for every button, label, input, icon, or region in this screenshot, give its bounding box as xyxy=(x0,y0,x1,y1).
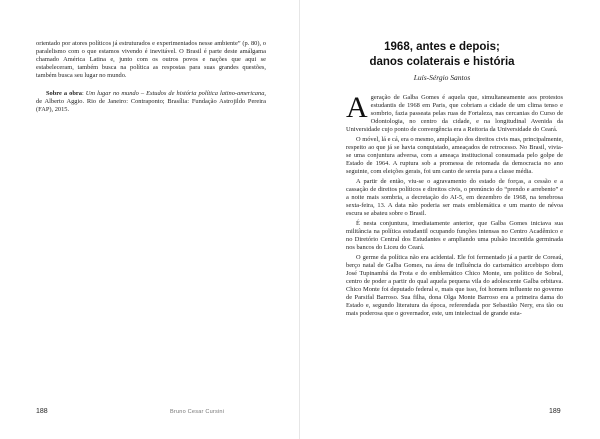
running-head: Bruno Cesar Cursini xyxy=(170,409,225,415)
title-line-1: 1968, antes e depois; xyxy=(384,41,500,53)
paragraph-4: É nesta conjuntura, imediatamente anterior, que Galba Gomes iniciava sua militância na política estudantil ocupando funções intensas no Centro Acadêmico e no Diretório Central dos Estudantes e ampliando uma pulsão incontida germinada nos bancos do Liceu do Ceará. xyxy=(346,220,563,251)
reference-label: Sobre a obra xyxy=(46,90,82,97)
article-author: Luís-Sérgio Santos xyxy=(413,73,471,82)
book-reference: Sobre a obra: Um lugar no mundo – Estudos de história política latino-americana, de Alberto Aggio. Rio de Janeiro: Contraponto; Brasília: Fundação Astrojildo Pereira (FAP), 2015. xyxy=(36,90,267,113)
article-title xyxy=(326,40,558,69)
title-line-2: danos colaterais e história xyxy=(369,55,515,68)
reference-title: Um lugar no mundo – Estudos de história política latino-americana xyxy=(85,90,265,97)
paragraph-5: O germe da política não era acidental. Ele foi fermentado já a partir de Coreaú, berço natal de Galba Gomes, na área de influência do carismático arcebispo dom José Tupinambá da Frota e do emblemático Chico Monte, um político de Sobral, centro de poder a partir do qual aquela pequena vila do adolescente Galba orbitava. Chico Monte foi deputado federal e, mais que isso, foi homem influente no governo de Parsifal Barroso. Sua filha, dona Olga Monte Barroso era a primeira dama do Estado e, segundo literatura da época, referendada por Sebastião Nery, era tão ou mais poderosa que o governador, este, um intelectual de grande esta- xyxy=(346,254,563,317)
paragraph-3: A partir de então, viu-se o agravamento do estado de forças, a cessão e a cassação de direitos políticos e direitos civis, o prenúncio do “prendo e arrebento” e a noite mais sombria, a decretação do AI-5, em dezembro de 1968, na tenebrosa sexta-feira, 13. A data não poderia ser mais emblemática e um manto de névoa escura se abateu sobre o Brasil. xyxy=(346,178,563,217)
paragraph-1 xyxy=(346,91,563,134)
drop-cap: A xyxy=(346,91,368,124)
reference-details: , de Alberto Aggio. Rio de Janeiro: Contraponto; Brasília: Fundação Astrojildo Pereira (FAP), 2015. xyxy=(36,90,267,113)
right-page-body xyxy=(346,91,563,320)
paragraph-2: O móvel, lá e cá, era o mesmo, ampliação dos direitos civis mas, principalmente, respeito ao que já se havia conquistado, ameaçados de retrocesso. No Brasil, vivia-se uma conjuntura adversa, com a ameaça institucional consumada pelo golpe de Estado de 1964. A ruptura sob a promessa de retomada da democracia no ano seguinte, com eleições gerais, foi um canto de sereia para a classe média. xyxy=(346,136,563,175)
paragraph-1-text: geração de Galba Gomes é aquela que, simultaneamente aos protestos estudantis de 1968 em Paris, que cobriam a cidade de um clima tenso e sombrio, fazia passeata pelas ruas de Fortaleza, nas cercanias do Curso de Odontologia, no centro da cidade, e na longitudinal Avenida da Universidade cujo ponto de convergência era a Reitoria da Universidade do Ceará. xyxy=(346,94,563,133)
left-page-number: 188 xyxy=(36,408,48,415)
left-paragraph: orientado por atores políticos já estruturados e experimentados nesse ambiente” (p. 80), o paralelismo com o que estamos vivendo é inevitável. O Brasil é parte deste amálgama chamado América Latina e, junto com os outros povos e nações que aqui se estabeleceram, também busca na política as respostas para suas grandes questões, também busca seu lugar no mundo. xyxy=(36,40,266,79)
left-page-body xyxy=(36,40,266,114)
right-page-number: 189 xyxy=(549,408,561,415)
